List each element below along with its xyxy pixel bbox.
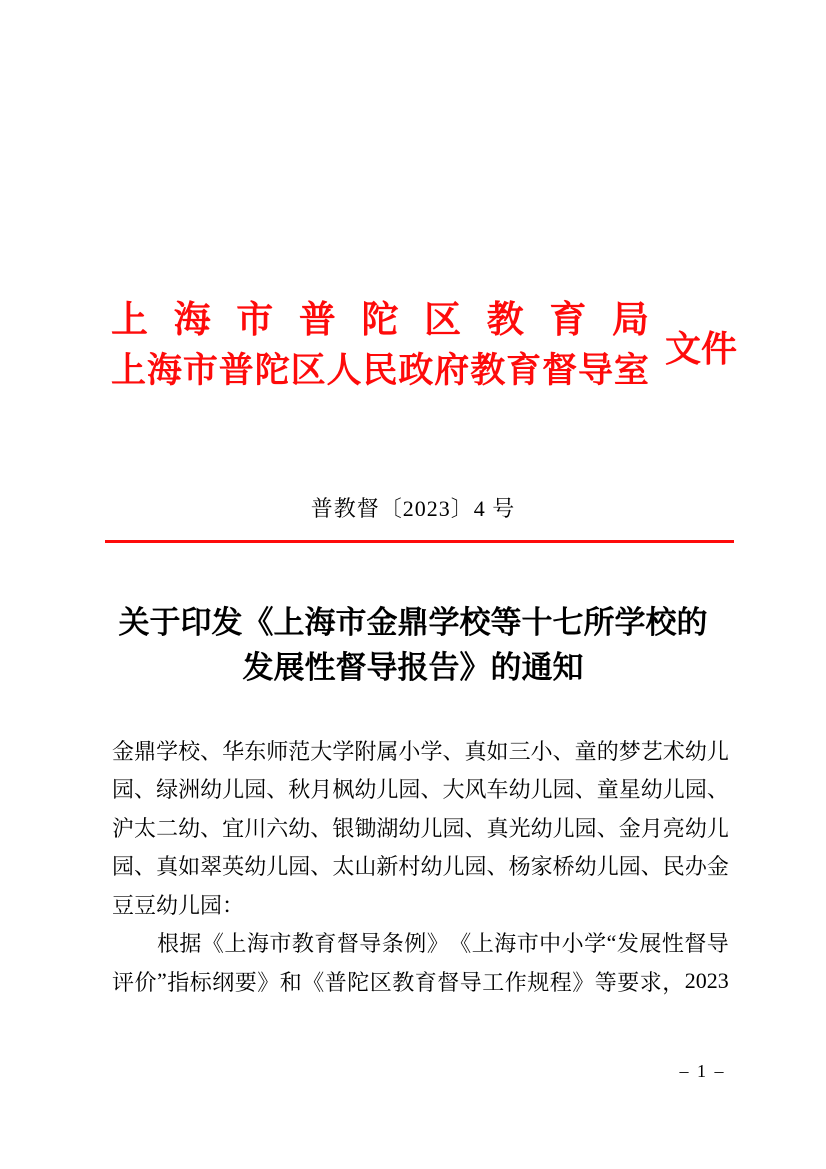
notice-title-line: 关于印发《上海市金鼎学校等十七所学校的 (118, 605, 708, 640)
red-divider-line (105, 540, 734, 543)
notice-title (0, 600, 826, 690)
document-header (111, 288, 737, 392)
page-number: – 1 – (679, 1061, 726, 1081)
body-line: 金 鼎 学 校 、 华 东 师 范 大 学 附 属 小 学 、 真 如 三 小 、 童 的 梦 艺 术 幼 儿 (112, 738, 729, 764)
body-line: 根 据 《 上 海 市 教 育 督 导 条 例 》 《 上 海 市 中 小 学 “ 发 展 性 督 导 (156, 929, 729, 957)
body-line: 园 、 绿 洲 幼 儿 园 、 秋 月 枫 幼 儿 园 、 大 风 车 幼 儿 园 、 童 星 幼 儿 园 、 (112, 777, 729, 803)
body-line: 评 价 ” 指 标 纲 要 》 和 《 普 陀 区 教 育 督 导 工 作 规 程 》 等 要 求 ， 2023 (112, 968, 729, 995)
body-line: 园 、 真 如 翠 英 幼 儿 园 、 太 山 新 村 幼 儿 园 、 杨 家 桥 幼 儿 园 、 民 办 金 (112, 854, 729, 880)
issuer-name-line1: 上 海 市 普 陀 区 教 育 局 (111, 298, 649, 340)
body-line: 沪 太 二 幼 、 宜 川 六 幼 、 银 锄 湖 幼 儿 园 、 真 光 幼 儿 园 、 金 月 亮 幼 儿 (112, 815, 729, 841)
notice-title-line: 发展性督导报告》的通知 (242, 650, 584, 685)
issuer-names (111, 288, 649, 392)
document-body (112, 731, 729, 1001)
issuer-name-line2: 上 海 市 普 陀 区 人 民 政 府 教 育 督 导 室 (111, 350, 649, 390)
document-number: 普教督〔2023〕4 号 (310, 496, 516, 521)
body-line: 豆豆幼儿园： (112, 892, 245, 918)
document-type-label: 文件 (665, 327, 738, 369)
